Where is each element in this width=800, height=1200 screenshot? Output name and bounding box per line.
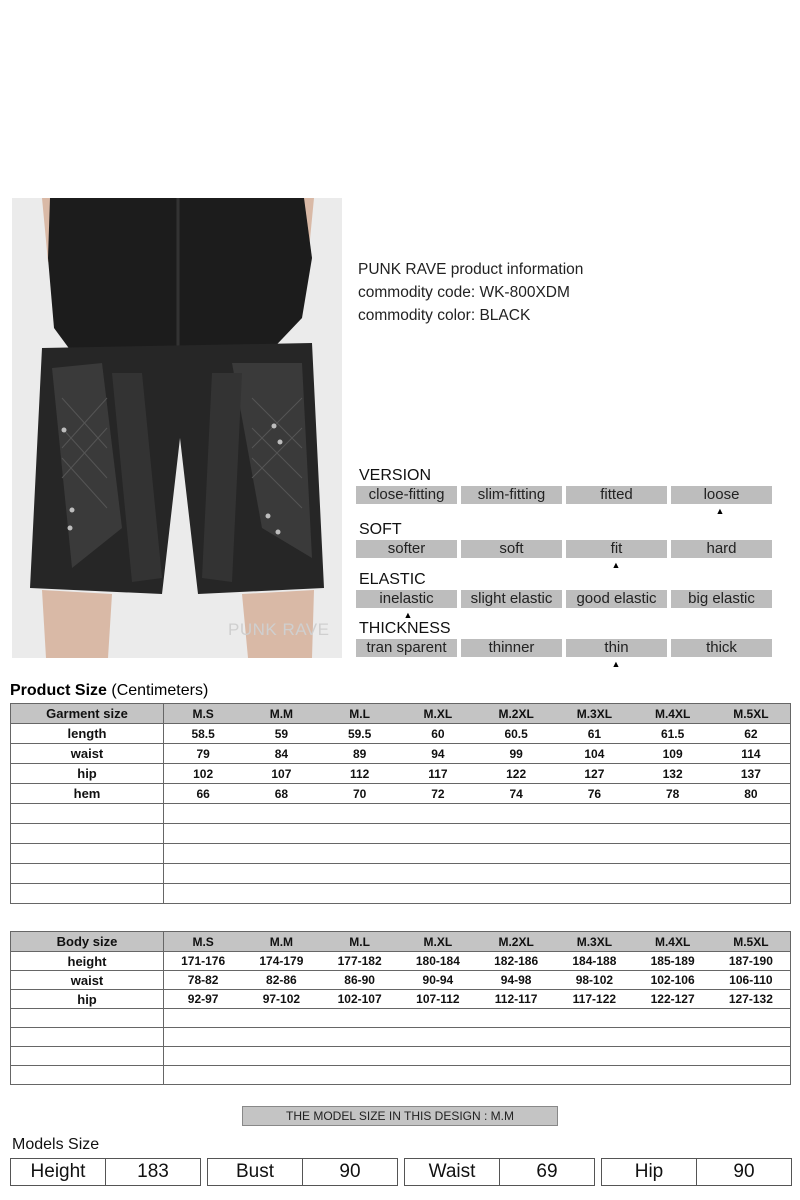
cell-value: 94-98 bbox=[500, 973, 532, 987]
cell-value: 60 bbox=[431, 726, 445, 741]
cell-value: 117-122 bbox=[572, 992, 617, 1006]
measure-label: Hip bbox=[602, 1159, 697, 1185]
measure-value: 90 bbox=[339, 1161, 361, 1182]
attribute-option: hard bbox=[671, 540, 772, 558]
size-header: M.3XL bbox=[576, 706, 613, 721]
attribute-option: slim-fitting bbox=[461, 486, 562, 504]
shorts-illustration bbox=[12, 198, 342, 658]
size-header: M.XL bbox=[423, 706, 453, 721]
attribute-option: thick bbox=[671, 639, 772, 657]
empty-row bbox=[11, 1009, 791, 1028]
attribute-elastic bbox=[356, 570, 772, 622]
model-measure-bust bbox=[207, 1158, 398, 1186]
table-header-label: Garment size bbox=[11, 704, 164, 724]
cell-value: 127-132 bbox=[728, 992, 773, 1006]
size-header: M.S bbox=[192, 934, 214, 949]
cell-value: 98-102 bbox=[575, 973, 614, 987]
cell-value: 94 bbox=[431, 746, 445, 761]
cell-value: 99 bbox=[509, 746, 523, 761]
cell-value: 90-94 bbox=[422, 973, 454, 987]
models-size-title: Models Size bbox=[12, 1136, 100, 1153]
cell-value: 60.5 bbox=[504, 726, 528, 741]
attribute-option: fitted bbox=[566, 486, 667, 504]
cell-value: 78-82 bbox=[187, 973, 219, 987]
empty-row bbox=[11, 1047, 791, 1066]
attribute-soft bbox=[356, 520, 772, 572]
empty-row bbox=[11, 864, 791, 884]
table-row bbox=[11, 724, 791, 744]
size-header: M.M bbox=[269, 934, 294, 949]
attribute-option: inelastic bbox=[356, 590, 457, 608]
attribute-version bbox=[356, 466, 772, 518]
selected-marker-icon: ▲ bbox=[715, 506, 725, 516]
cell-value: 112 bbox=[349, 766, 370, 781]
table-row bbox=[11, 971, 791, 990]
row-label: hem bbox=[11, 784, 164, 804]
product-photo bbox=[12, 198, 342, 658]
attribute-thickness bbox=[356, 619, 772, 671]
table-row bbox=[11, 952, 791, 971]
cell-value: 187-190 bbox=[728, 954, 773, 968]
cell-value: 112-117 bbox=[494, 992, 538, 1006]
size-header: M.5XL bbox=[733, 934, 769, 949]
model-measure-waist bbox=[404, 1158, 595, 1186]
cell-value: 122-127 bbox=[650, 992, 695, 1006]
cell-value: 74 bbox=[509, 786, 523, 801]
table-row bbox=[11, 744, 791, 764]
size-header: M.2XL bbox=[498, 934, 534, 949]
attribute-option: softer bbox=[356, 540, 457, 558]
cell-value: 59 bbox=[274, 726, 289, 741]
attribute-option: slight elastic bbox=[461, 590, 562, 608]
cell-value: 132 bbox=[662, 766, 683, 781]
info-commodity-color: commodity color: BLACK bbox=[358, 307, 531, 324]
row-label: height bbox=[11, 952, 164, 971]
cell-value: 61.5 bbox=[660, 726, 685, 741]
cell-value: 185-189 bbox=[650, 954, 695, 968]
attribute-title: VERSION bbox=[359, 467, 432, 484]
cell-value: 171-176 bbox=[181, 954, 226, 968]
cell-value: 70 bbox=[352, 786, 367, 801]
measure-value: 69 bbox=[536, 1161, 558, 1182]
model-measurements bbox=[10, 1158, 792, 1186]
row-label: waist bbox=[11, 971, 164, 990]
empty-row bbox=[11, 804, 791, 824]
body-size-table bbox=[10, 931, 791, 1085]
size-header: M.S bbox=[192, 706, 214, 721]
attribute-option: close-fitting bbox=[356, 486, 457, 504]
cell-value: 137 bbox=[740, 766, 761, 781]
table-row bbox=[11, 764, 791, 784]
measure-label: Bust bbox=[208, 1159, 303, 1185]
cell-value: 109 bbox=[662, 746, 683, 761]
info-commodity-code: commodity code: WK-800XDM bbox=[358, 284, 570, 301]
size-header: M.L bbox=[349, 706, 370, 721]
product-size-title: Product Size (Centimeters) bbox=[10, 682, 209, 699]
attribute-option: fit bbox=[566, 540, 667, 558]
empty-row bbox=[11, 884, 791, 904]
measure-value: 183 bbox=[137, 1161, 169, 1182]
cell-value: 107 bbox=[271, 766, 292, 781]
table-row bbox=[11, 990, 791, 1009]
row-label: hip bbox=[11, 764, 164, 784]
info-brand-line: PUNK RAVE product information bbox=[358, 261, 584, 278]
cell-value: 177-182 bbox=[337, 954, 382, 968]
selected-marker-icon: ▲ bbox=[611, 659, 621, 669]
empty-row bbox=[11, 1066, 791, 1085]
garment-size-table bbox=[10, 703, 791, 904]
cell-value: 61 bbox=[587, 726, 602, 741]
measure-value: 90 bbox=[733, 1161, 755, 1182]
attribute-title: SOFT bbox=[359, 521, 402, 538]
attribute-option: tran sparent bbox=[356, 639, 457, 657]
measure-label: Height bbox=[11, 1159, 106, 1185]
cell-value: 102 bbox=[193, 766, 214, 781]
cell-value: 66 bbox=[196, 786, 210, 801]
size-header: M.5XL bbox=[733, 706, 769, 721]
empty-row bbox=[11, 844, 791, 864]
attribute-options bbox=[356, 639, 772, 657]
cell-value: 59.5 bbox=[347, 726, 372, 741]
cell-value: 182-186 bbox=[494, 954, 539, 968]
cell-value: 114 bbox=[741, 746, 761, 761]
size-header: M.4XL bbox=[654, 706, 691, 721]
cell-value: 107-112 bbox=[416, 992, 460, 1006]
size-header: M.XL bbox=[423, 934, 453, 949]
attribute-option: thinner bbox=[461, 639, 562, 657]
cell-value: 86-90 bbox=[344, 973, 375, 987]
measure-label: Waist bbox=[405, 1159, 500, 1185]
attribute-options bbox=[356, 486, 772, 504]
cell-value: 62 bbox=[744, 726, 758, 741]
cell-value: 80 bbox=[744, 786, 758, 801]
cell-value: 76 bbox=[587, 786, 602, 801]
cell-value: 84 bbox=[274, 746, 289, 761]
attribute-option: thin bbox=[566, 639, 667, 657]
cell-value: 174-179 bbox=[259, 954, 304, 968]
attribute-option: loose bbox=[671, 486, 772, 504]
attribute-title: ELASTIC bbox=[359, 571, 426, 588]
attribute-options bbox=[356, 540, 772, 558]
cell-value: 117 bbox=[428, 766, 448, 781]
attribute-options bbox=[356, 590, 772, 608]
row-label: length bbox=[11, 724, 164, 744]
cell-value: 104 bbox=[584, 746, 605, 761]
product-info bbox=[358, 258, 583, 327]
size-header: M.4XL bbox=[654, 934, 691, 949]
table-header-label: Body size bbox=[11, 932, 164, 952]
attribute-option: soft bbox=[461, 540, 562, 558]
cell-value: 79 bbox=[196, 746, 210, 761]
size-header: M.M bbox=[269, 706, 294, 721]
attribute-option: good elastic bbox=[566, 590, 667, 608]
cell-value: 68 bbox=[274, 786, 289, 801]
cell-value: 102-107 bbox=[337, 992, 382, 1006]
cell-value: 89 bbox=[352, 746, 367, 761]
model-measure-height bbox=[10, 1158, 201, 1186]
cell-value: 127 bbox=[584, 766, 605, 781]
attribute-option: big elastic bbox=[671, 590, 772, 608]
table-row bbox=[11, 784, 791, 804]
selected-marker-icon: ▲ bbox=[611, 560, 621, 570]
cell-value: 72 bbox=[431, 786, 445, 801]
model-measure-hip bbox=[601, 1158, 792, 1186]
cell-value: 106-110 bbox=[729, 973, 773, 987]
row-label: waist bbox=[11, 744, 164, 764]
cell-value: 180-184 bbox=[415, 954, 460, 968]
row-label: hip bbox=[11, 990, 164, 1009]
size-header: M.2XL bbox=[498, 706, 534, 721]
cell-value: 122 bbox=[506, 766, 527, 781]
empty-row bbox=[11, 1028, 791, 1047]
cell-value: 58.5 bbox=[191, 726, 215, 741]
cell-value: 92-97 bbox=[187, 992, 219, 1006]
cell-value: 97-102 bbox=[262, 992, 301, 1006]
size-header: M.3XL bbox=[576, 934, 613, 949]
cell-value: 82-86 bbox=[266, 973, 297, 987]
cell-value: 78 bbox=[665, 786, 680, 801]
empty-row bbox=[11, 824, 791, 844]
cell-value: 184-188 bbox=[572, 954, 617, 968]
size-header: M.L bbox=[349, 934, 370, 949]
attribute-title: THICKNESS bbox=[359, 620, 451, 637]
photo-watermark: PUNK RAVE bbox=[228, 620, 330, 639]
selected-marker-icon: ▲ bbox=[403, 610, 413, 620]
model-size-banner: THE MODEL SIZE IN THIS DESIGN : M.M bbox=[242, 1106, 558, 1126]
cell-value: 102-106 bbox=[650, 973, 695, 987]
